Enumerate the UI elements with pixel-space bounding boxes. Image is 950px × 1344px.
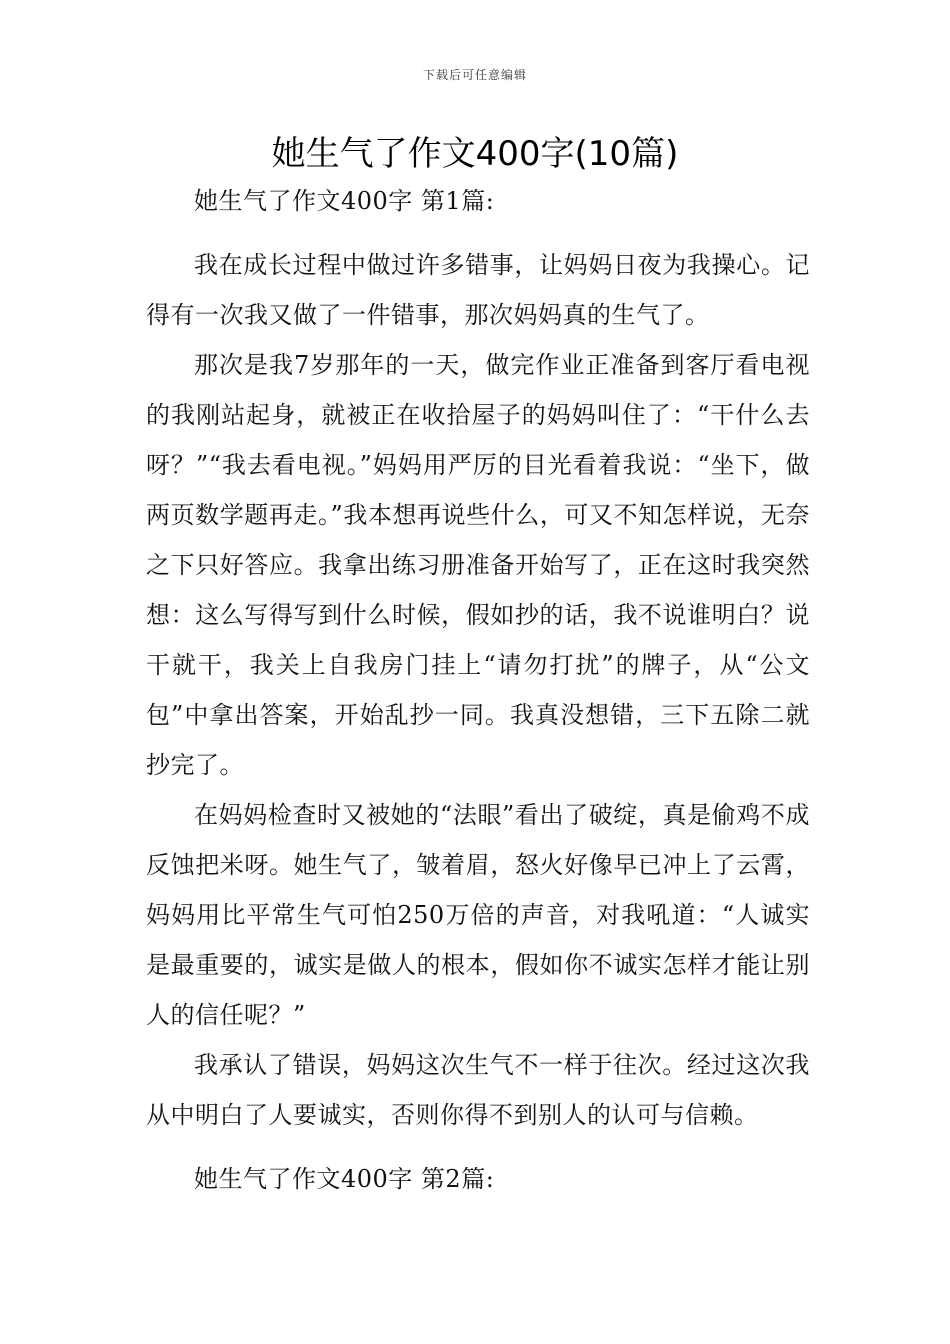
document-title: 她生气了作文400字(10篇) <box>271 134 679 174</box>
document-body <box>146 176 810 1204</box>
paragraph: 在妈妈检查时又被她的“法眼”看出了破绽，真是偷鸡不成反蚀把米呀。她生气了，皱着眉，怒火好像早已冲上了云霄，妈妈用比平常生气可怕250万倍的声音，对我吼道：“人诚实是最重要的，诚实是做人的根本，假如你不诚实怎样才能让别人的信任呢？” <box>146 801 810 1029</box>
section-heading-1: 她生气了作文400字 第1篇: <box>194 187 495 215</box>
paragraph: 我承认了错误，妈妈这次生气不一样于往次。经过这次我从中明白了人要诚实，否则你得不到别人的认可与信赖。 <box>146 1051 810 1129</box>
header-note: 下载后可任意编辑 <box>422 68 527 82</box>
section-heading-2: 她生气了作文400字 第2篇: <box>194 1165 495 1193</box>
paragraph: 我在成长过程中做过许多错事，让妈妈日夜为我操心。记得有一次我又做了一件错事，那次妈妈真的生气了。 <box>146 251 810 329</box>
paragraph: 那次是我7岁那年的一天，做完作业正准备到客厅看电视的我刚站起身，就被正在收拾屋子的妈妈叫住了：“干什么去呀？”“我去看电视。”妈妈用严厉的目光看着我说：“坐下，做两页数学题再走。”我本想再说些什么，可又不知怎样说，无奈之下只好答应。我拿出练习册准备开始写了，正在这时我突然想：这么写得写到什么时候，假如抄的话，我不说谁明白？说干就干，我关上自我房门挂上“请勿打扰”的牌子，从“公文包”中拿出答案，开始乱抄一同。我真没想错，三下五除二就抄完了。 <box>146 351 810 779</box>
